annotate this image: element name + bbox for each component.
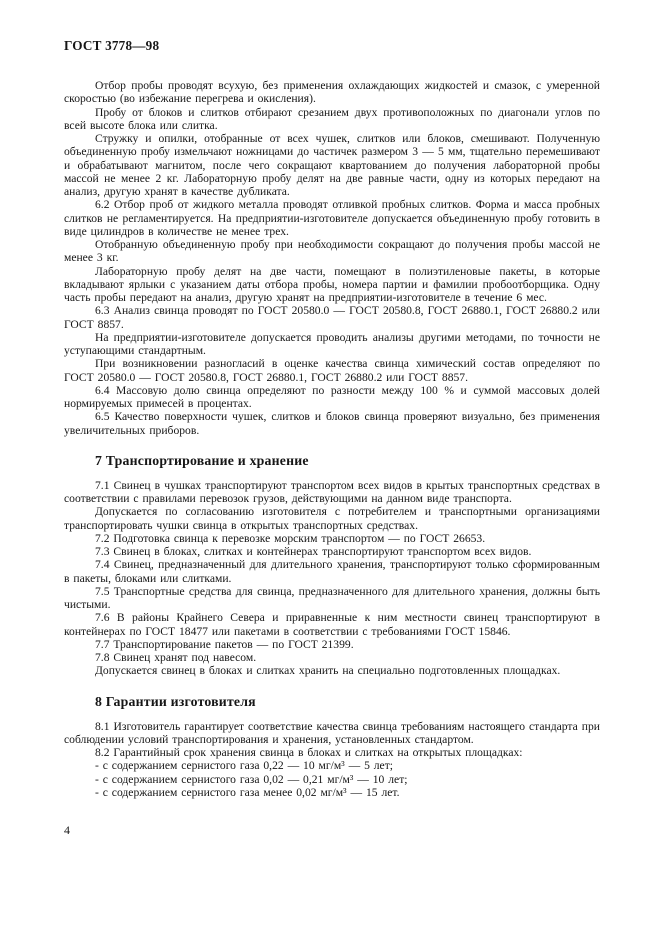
list-item: - с содержанием сернистого газа 0,02 — 0,21 мг/м³ — 10 лет; [95,772,408,786]
paragraph: Стружку и опилки, отобранные от всех чушек, слитков или блоков, смешивают. Полученную объединенную пробу измельчают ножницами до частичек размером 3 — 5 мм, тщательно перемешивают и обрабатывают магнитом, после чего сокращают квартованием до получения лабораторной пробы массой не менее 2 кг. Лабораторную пробу делят на две равные части, одну из которых передают на анализ, другую хранят в качестве дубликата. [64,132,600,198]
paragraph: На предприятии-изготовителе допускается проводить анализы другими методами, по точности не уступающими стандартным. [64,330,600,357]
paragraph: 8.2 Гарантийный срок хранения свинца в блоках и слитках на открытых площадках: [95,746,523,759]
section-heading: 7 Транспортирование и хранение [95,452,309,468]
paragraph: Отбор пробы проводят всухую, без применения охлаждающих жидкостей и смазок, с умеренной скоростью (во избежание перегрева и окисления). [64,79,600,106]
paragraph: 7.1 Свинец в чушках транспортируют транспортом всех видов в крытых транспортных средствах в соответствии с правилами перевозок грузов, действующими на данном виде транспорта. [64,478,600,505]
paragraph: 6.2 Отбор проб от жидкого металла проводят отливкой пробных слитков. Форма и масса пробных слитков не регламентируется. На предприятии-изготовителе допускается объединенную пробу готовить в виде цилиндров в количестве не менее трех. [64,198,600,238]
paragraph: Пробу от блоков и слитков отбирают срезанием двух противоположных по диагонали углов по всей высоте блока или слитка. [64,105,600,132]
list-item: - с содержанием сернистого газа 0,22 — 10 мг/м³ — 5 лет; [95,759,393,773]
paragraph: 6.3 Анализ свинца проводят по ГОСТ 20580.0 — ГОСТ 20580.8, ГОСТ 26880.1, ГОСТ 26880.2 или ГОСТ 8857. [64,304,600,331]
paragraph: 6.5 Качество поверхности чушек, слитков и блоков свинца проверяют визуально, без применения увеличительных приборов. [64,410,600,437]
paragraph: Отобранную объединенную пробу при необходимости сокращают до получения пробы массой не менее 3 кг. [64,238,600,265]
paragraph: При возникновении разногласий в оценке качества свинца химический состав определяют по ГОСТ 20580.0 — ГОСТ 20580.8, ГОСТ 26880.1, ГОСТ 26880.2 или ГОСТ 8857. [64,357,600,384]
page-number: 4 [64,823,70,837]
list-item: - с содержанием сернистого газа менее 0,02 мг/м³ — 15 лет. [95,785,400,799]
paragraph: 6.4 Массовую долю свинца определяют по разности между 100 % и суммой массовых долей нормируемых примесей в процентах. [64,383,600,410]
paragraph: Лабораторную пробу делят на две части, помещают в полиэтиленовые пакеты, в которые вкладывают ярлыки с указанием даты отбора пробы, номера партии и фамилии пробоотборщика. Одну часть пробы передают на анализ, другую хранят на предприятии-изготовителе в течение 6 мес. [64,264,600,304]
section-heading: 8 Гарантии изготовителя [95,693,256,709]
paragraph: 7.5 Транспортные средства для свинца, предназначенного для длительного хранения, должны быть чистыми. [64,584,600,611]
paragraph: 7.3 Свинец в блоках, слитках и контейнерах транспортируют транспортом всех видов. [95,545,532,558]
paragraph: 7.7 Транспортирование пакетов — по ГОСТ 21399. [95,637,354,651]
paragraph: Допускается по согласованию изготовителя с потребителем и транспортными организациями транспортировать чушки свинца в открытых транспортных средствах. [64,505,600,532]
paragraph: 7.2 Подготовка свинца к перевозке морским транспортом — по ГОСТ 26653. [95,531,486,545]
paragraph: 7.6 В районы Крайнего Севера и приравненные к ним местности свинец транспортируют в контейнерах по ГОСТ 18477 или пакетами в соответствии с требованиями ГОСТ 15846. [64,611,600,638]
paragraph: 7.4 Свинец, предназначенный для длительного хранения, транспортируют только сформированным в пакеты, блоками или слитками. [64,558,600,585]
document-body [64,79,600,799]
paragraph: Допускается свинец в блоках и слитках хранить на специально подготовленных площадках. [95,664,561,678]
paragraph: 8.1 Изготовитель гарантирует соответствие качества свинца требованиям настоящего стандарта при соблюдении условий транспортирования и хранения, установленных стандартом. [64,719,600,746]
paragraph: 7.8 Свинец хранят под навесом. [95,651,257,664]
document-standard-number: ГОСТ 3778—98 [64,38,160,53]
